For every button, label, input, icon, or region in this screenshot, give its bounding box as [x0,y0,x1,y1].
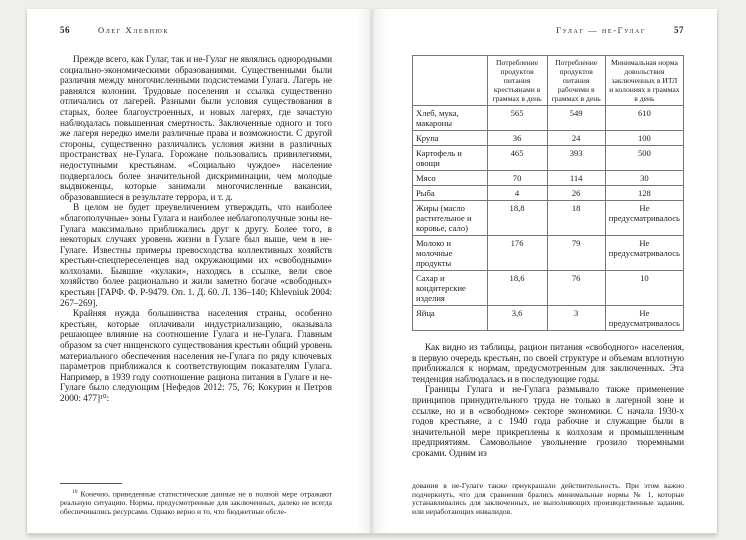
footnote-text: Конечно, приведенные статистические данные не в полной мере отражают реальную ситуацию. Нормы, предусмотренные для заключенных, далеко не всегда обеспечивались ресурсами. Однако верно и то, что бюджетные обсле- [60,489,333,517]
footnote-rule [60,483,122,484]
row-value: Не предусматривалось [605,306,683,331]
row-value: 610 [605,106,683,131]
body-text-right [412,343,684,460]
row-value: 70 [487,171,547,186]
running-head-left [60,25,332,35]
footnote [60,488,332,517]
row-value: 3,6 [487,306,547,331]
row-value: 10 [605,271,683,306]
row-label: Картофель и овощи [413,146,488,171]
body-text-left [60,55,332,405]
page-right [372,9,717,533]
row-label: Молоко и молочные продукты [413,236,488,271]
running-head-right [412,25,684,35]
row-value: 18 [547,201,605,236]
row-value: 176 [487,236,547,271]
row-value: 549 [547,106,605,131]
row-label: Яйца [413,306,488,331]
row-value: 3 [547,306,605,331]
row-value: 79 [547,236,605,271]
row-label: Сахар и кондитерские изделия [413,271,488,306]
page-number-right: 57 [674,25,684,35]
row-label: Крупа [413,131,488,146]
page-number-left: 56 [60,25,70,35]
table-row [413,131,684,146]
page-left [27,9,372,533]
row-value: 100 [605,131,683,146]
row-value: 36 [487,131,547,146]
row-value: 500 [605,146,683,171]
running-title-right: Гулаг — не-Гулаг [556,25,646,35]
paragraph: В целом не будет преувеличением утверждать, что наиболее «благополучные» зоны Гулага и наиболее неблагополучные зоны не-Гулага максимально приближались друг к другу. Более того, в некоторых случаях уровень жизни в Гулаге был выше, чем в не-Гулаге. Известны примеры превосходства коллективных хозяйств крестьян-спецпереселенцев над окружающими их «свободными» колхозами. Бывшие «кулаки», находясь в ссылке, вели свое хозяйство более рационально и жили заметно богаче «свободных» крестьян [ГАРФ. Ф. Р-9479. Оп. 1. Д. 60. Л. 136–140; Khlevniuk 2004: 267–269]. [60,203,332,309]
table-header-empty [413,56,488,106]
table-header-peasants: Потребление продуктов питания крестьянами в граммах в день [487,56,547,106]
row-label: Мясо [413,171,488,186]
table-header-row [413,56,684,106]
table-row [413,271,684,306]
row-value: 24 [547,131,605,146]
table-header-prisoners: Минимальная норма довольствия заключенных в ИТЛ и колониях в граммах в день [605,56,683,106]
table-row [413,146,684,171]
row-value: 76 [547,271,605,306]
row-label: Жиры (масло растительное и коровье, сало) [413,201,488,236]
footnote-continuation: дования в не-Гулаге также приукрашали действительность. При этом важно подчеркнуть, что для сравнения брались минимальные нормы № 1, которые устанавливались для заключенных, не выполняющих производственные задания, или неработающих инвалидов. [412,480,684,517]
paragraph: Как видно из таблицы, рацион питания «свободного» населения, в первую очередь крестьян, по своей структуре и объемам вплотную приближался к нормам, предусмотренным для заключенных. Эта тенденция наблюдалась и в последующие годы. [412,343,684,385]
row-label: Рыба [413,186,488,201]
row-value: 4 [487,186,547,201]
table-row [413,171,684,186]
row-value: Не предусматривалось [605,201,683,236]
row-label: Хлеб, мука, макароны [413,106,488,131]
footnote-marker: 10 [72,489,78,496]
paragraph: Крайняя нужда большинства населения страны, особенно крестьян, которые оплачивали индустриализацию, оказывала решающее влияние на соотношение Гулага и не-Гулага. Главным образом за счет нищенского существования крестьян общий уровень материального обеспечения населения не-Гулага по ряду ключевых параметров приближался к соответствующим показателям Гулага. Например, в 1939 году соотношение рациона питания в Гулаге и не-Гулаге было следующим [Нефедов 2012: 75, 76; Кокурин и Петров 2000: 477]¹⁰: [60,309,332,404]
running-title-left: Олег Хлевнюк [98,25,170,35]
footnote-block-right [412,482,684,517]
table-row [413,186,684,201]
paragraph: Границы Гулага и не-Гулага размывало также применение принципов принудительного труда не только в лагерной зоне и ссылке, но и в «свободном» секторе экономики. С начала 1930-х годов крестьяне, а с 1940 года рабочие и служащие были в значительной мере прикреплены к колхозам и промышленным предприятиям. Самовольное увольнение грозило тюремными сроками. Одним из [412,385,684,459]
table-row [413,236,684,271]
table-row [413,306,684,331]
row-value: 114 [547,171,605,186]
row-value: 18,8 [487,201,547,236]
row-value: 30 [605,171,683,186]
row-value: 26 [547,186,605,201]
row-value: 565 [487,106,547,131]
row-value: Не предусматривалось [605,236,683,271]
table-header-workers: Потребление продуктов питания рабочими в граммах в день [547,56,605,106]
ration-table [412,55,684,331]
row-value: 465 [487,146,547,171]
row-value: 18,6 [487,271,547,306]
row-value: 128 [605,186,683,201]
paragraph: Прежде всего, как Гулаг, так и не-Гулаг не являлись однородными социально-экономическими образованиями. Существенными были различия между многочисленными подсистемами Гулага. Лагерь не равнялся колонии. Трудовые поселения и ссылка существенно отличались от лагерей. Разными были условия существования в старых, более благоустроенных, и новых лагерях, где зачастую наблюдалась повышенная смертность. Заключенные одного и того же лагеря нередко имели различные права и возможности. С другой стороны, существенно различались условия жизни в различных пространствах не-Гулага. Горожане пользовались привилегиями, недоступными крестьянам. «Социально чуждое» население подвергалось более значительной дискриминации, чем молодые выдвиженцы, которые занимали многочисленные вакансии, образовавшиеся в результате террора, и т. д. [60,55,332,203]
table-row [413,106,684,131]
row-value: 393 [547,146,605,171]
table-row [413,201,684,236]
footnote-block-left [60,483,332,517]
